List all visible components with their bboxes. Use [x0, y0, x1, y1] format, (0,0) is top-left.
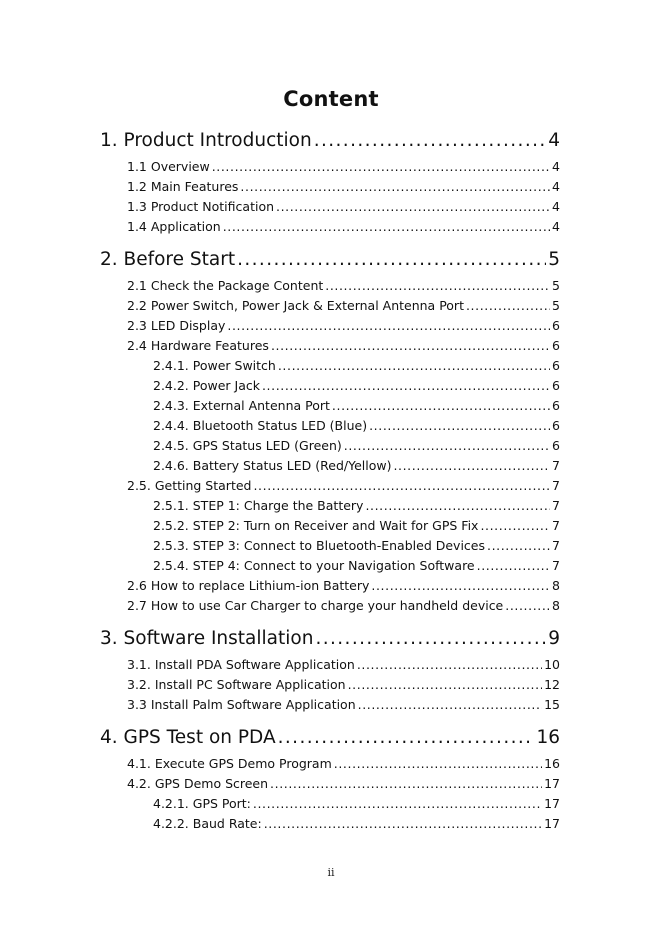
- entry-page-number: 10: [544, 657, 560, 672]
- dot-leader: [334, 754, 542, 774]
- entry-label: 4. GPS Test on PDA: [100, 727, 276, 748]
- toc-section[interactable]: [100, 126, 560, 155]
- toc-subsubsection[interactable]: [100, 376, 560, 396]
- dot-leader: [262, 376, 550, 396]
- toc-subsubsection[interactable]: [100, 436, 560, 456]
- entry-label: 2.5. Getting Started: [127, 478, 252, 493]
- entry-label: 1. Product Introduction: [100, 130, 312, 151]
- entry-page-number: 7: [552, 498, 560, 513]
- toc-subsection[interactable]: [100, 177, 560, 197]
- entry-page-number: 8: [552, 578, 560, 593]
- entry-label: 4.2. GPS Demo Screen: [127, 776, 269, 791]
- entry-label: 2. Before Start: [100, 249, 236, 270]
- entry-page-number: 7: [552, 478, 560, 493]
- entry-page-number: 16: [536, 727, 560, 748]
- dot-leader: [487, 536, 550, 556]
- toc-section[interactable]: [100, 723, 560, 752]
- dot-leader: [505, 596, 550, 616]
- toc-subsection[interactable]: [100, 276, 560, 296]
- entry-label: 2.4.5. GPS Status LED (Green): [153, 438, 342, 453]
- toc-subsubsection[interactable]: [100, 496, 560, 516]
- dot-leader: [480, 516, 550, 536]
- entry-page-number: 6: [552, 338, 560, 353]
- entry-page-number: 6: [552, 378, 560, 393]
- entry-label: 2.1 Check the Package Content: [127, 278, 324, 293]
- entry-page-number: 15: [544, 697, 560, 712]
- dot-leader: [253, 476, 550, 496]
- toc-subsubsection[interactable]: [100, 556, 560, 576]
- entry-label: 1.3 Product Notification: [127, 199, 275, 214]
- toc-subsubsection[interactable]: [100, 356, 560, 376]
- entry-label: 3.2. Install PC Software Application: [127, 677, 346, 692]
- page-number: ii: [327, 866, 335, 879]
- toc-subsubsection[interactable]: [100, 416, 560, 436]
- dot-leader: [369, 416, 550, 436]
- section-gap: [100, 237, 560, 245]
- entry-page-number: 5: [552, 278, 560, 293]
- entry-label: 1.4 Application: [127, 219, 221, 234]
- entry-page-number: 6: [552, 358, 560, 373]
- table-of-contents: [100, 126, 560, 842]
- dot-leader: [278, 723, 535, 752]
- toc-subsection[interactable]: [100, 655, 560, 675]
- entry-label: 2.7 How to use Car Charger to charge your handheld device: [127, 598, 504, 613]
- toc-subsection[interactable]: [100, 217, 560, 237]
- toc-section[interactable]: [100, 624, 560, 653]
- entry-label: 3.3 Install Palm Software Application: [127, 697, 356, 712]
- entry-page-number: 17: [544, 776, 560, 791]
- entry-page-number: 4: [552, 199, 560, 214]
- dot-leader: [276, 197, 550, 217]
- section-gap: [100, 616, 560, 624]
- page-title: Content: [283, 87, 379, 111]
- dot-leader: [315, 624, 546, 653]
- dot-leader: [237, 245, 546, 274]
- dot-leader: [477, 556, 550, 576]
- entry-label: 4.2.1. GPS Port:: [153, 796, 251, 811]
- dot-leader: [227, 316, 550, 336]
- dot-leader: [365, 496, 550, 516]
- entry-page-number: 6: [552, 398, 560, 413]
- entry-label: 2.3 LED Display: [127, 318, 226, 333]
- dot-leader: [240, 177, 550, 197]
- entry-label: 2.6 How to replace Lithium-ion Battery: [127, 578, 370, 593]
- dot-leader: [223, 217, 550, 237]
- entry-page-number: 7: [552, 558, 560, 573]
- entry-page-number: 7: [552, 458, 560, 473]
- entry-label: 2.5.1. STEP 1: Charge the Battery: [153, 498, 364, 513]
- entry-page-number: 12: [544, 677, 560, 692]
- entry-label: 1.1 Overview: [127, 159, 210, 174]
- dot-leader: [393, 456, 550, 476]
- toc-subsubsection[interactable]: [100, 396, 560, 416]
- entry-label: 4.1. Execute GPS Demo Program: [127, 756, 332, 771]
- toc-subsection[interactable]: [100, 476, 560, 496]
- entry-label: 2.5.2. STEP 2: Turn on Receiver and Wait for GPS Fix: [153, 518, 479, 533]
- entry-page-number: 16: [544, 756, 560, 771]
- entry-page-number: 9: [548, 628, 560, 649]
- entry-page-number: 6: [552, 438, 560, 453]
- toc-subsection[interactable]: [100, 336, 560, 356]
- entry-page-number: 6: [552, 418, 560, 433]
- dot-leader: [466, 296, 550, 316]
- entry-label: 2.4.2. Power Jack: [153, 378, 260, 393]
- dot-leader: [264, 814, 542, 834]
- entry-label: 2.4 Hardware Features: [127, 338, 269, 353]
- toc-subsection[interactable]: [100, 695, 560, 715]
- toc-subsection[interactable]: [100, 316, 560, 336]
- dot-leader: [278, 356, 550, 376]
- entry-page-number: 4: [552, 159, 560, 174]
- toc-subsubsection[interactable]: [100, 536, 560, 556]
- section-gap: [100, 715, 560, 723]
- toc-subsection[interactable]: [100, 774, 560, 794]
- entry-label: 2.5.4. STEP 4: Connect to your Navigation Software: [153, 558, 475, 573]
- dot-leader: [270, 774, 542, 794]
- entry-label: 1.2 Main Features: [127, 179, 239, 194]
- entry-page-number: 6: [552, 318, 560, 333]
- entry-label: 2.4.6. Battery Status LED (Red/Yellow): [153, 458, 392, 473]
- entry-page-number: 7: [552, 538, 560, 553]
- toc-subsection[interactable]: [100, 296, 560, 316]
- entry-page-number: 17: [544, 796, 560, 811]
- entry-label: 2.4.4. Bluetooth Status LED (Blue): [153, 418, 368, 433]
- toc-section[interactable]: [100, 245, 560, 274]
- toc-subsubsection[interactable]: [100, 794, 560, 814]
- dot-leader: [325, 276, 550, 296]
- toc-subsection[interactable]: [100, 576, 560, 596]
- section-gap: [100, 834, 560, 842]
- entry-page-number: 5: [548, 249, 560, 270]
- entry-page-number: 4: [552, 179, 560, 194]
- entry-page-number: 4: [548, 130, 560, 151]
- toc-subsection[interactable]: [100, 596, 560, 616]
- entry-page-number: 4: [552, 219, 560, 234]
- entry-label: 2.5.3. STEP 3: Connect to Bluetooth-Enabled Devices: [153, 538, 485, 553]
- toc-subsubsection[interactable]: [100, 516, 560, 536]
- dot-leader: [344, 436, 550, 456]
- entry-page-number: 8: [552, 598, 560, 613]
- dot-leader: [212, 157, 550, 177]
- toc-subsection[interactable]: [100, 157, 560, 177]
- toc-subsubsection[interactable]: [100, 814, 560, 834]
- entry-page-number: 7: [552, 518, 560, 533]
- dot-leader: [357, 655, 542, 675]
- entry-page-number: 17: [544, 816, 560, 831]
- dot-leader: [371, 576, 550, 596]
- dot-leader: [253, 794, 542, 814]
- dot-leader: [348, 675, 543, 695]
- entry-label: 2.4.1. Power Switch: [153, 358, 276, 373]
- toc-subsection[interactable]: [100, 754, 560, 774]
- toc-subsection[interactable]: [100, 197, 560, 217]
- toc-subsection[interactable]: [100, 675, 560, 695]
- entry-label: 3.1. Install PDA Software Application: [127, 657, 355, 672]
- dot-leader: [314, 126, 547, 155]
- entry-label: 4.2.2. Baud Rate:: [153, 816, 262, 831]
- entry-label: 3. Software Installation: [100, 628, 314, 649]
- dot-leader: [358, 695, 542, 715]
- dot-leader: [271, 336, 550, 356]
- entry-label: 2.4.3. External Antenna Port: [153, 398, 330, 413]
- dot-leader: [332, 396, 550, 416]
- entry-label: 2.2 Power Switch, Power Jack & External Antenna Port: [127, 298, 464, 313]
- entry-page-number: 5: [552, 298, 560, 313]
- toc-subsubsection[interactable]: [100, 456, 560, 476]
